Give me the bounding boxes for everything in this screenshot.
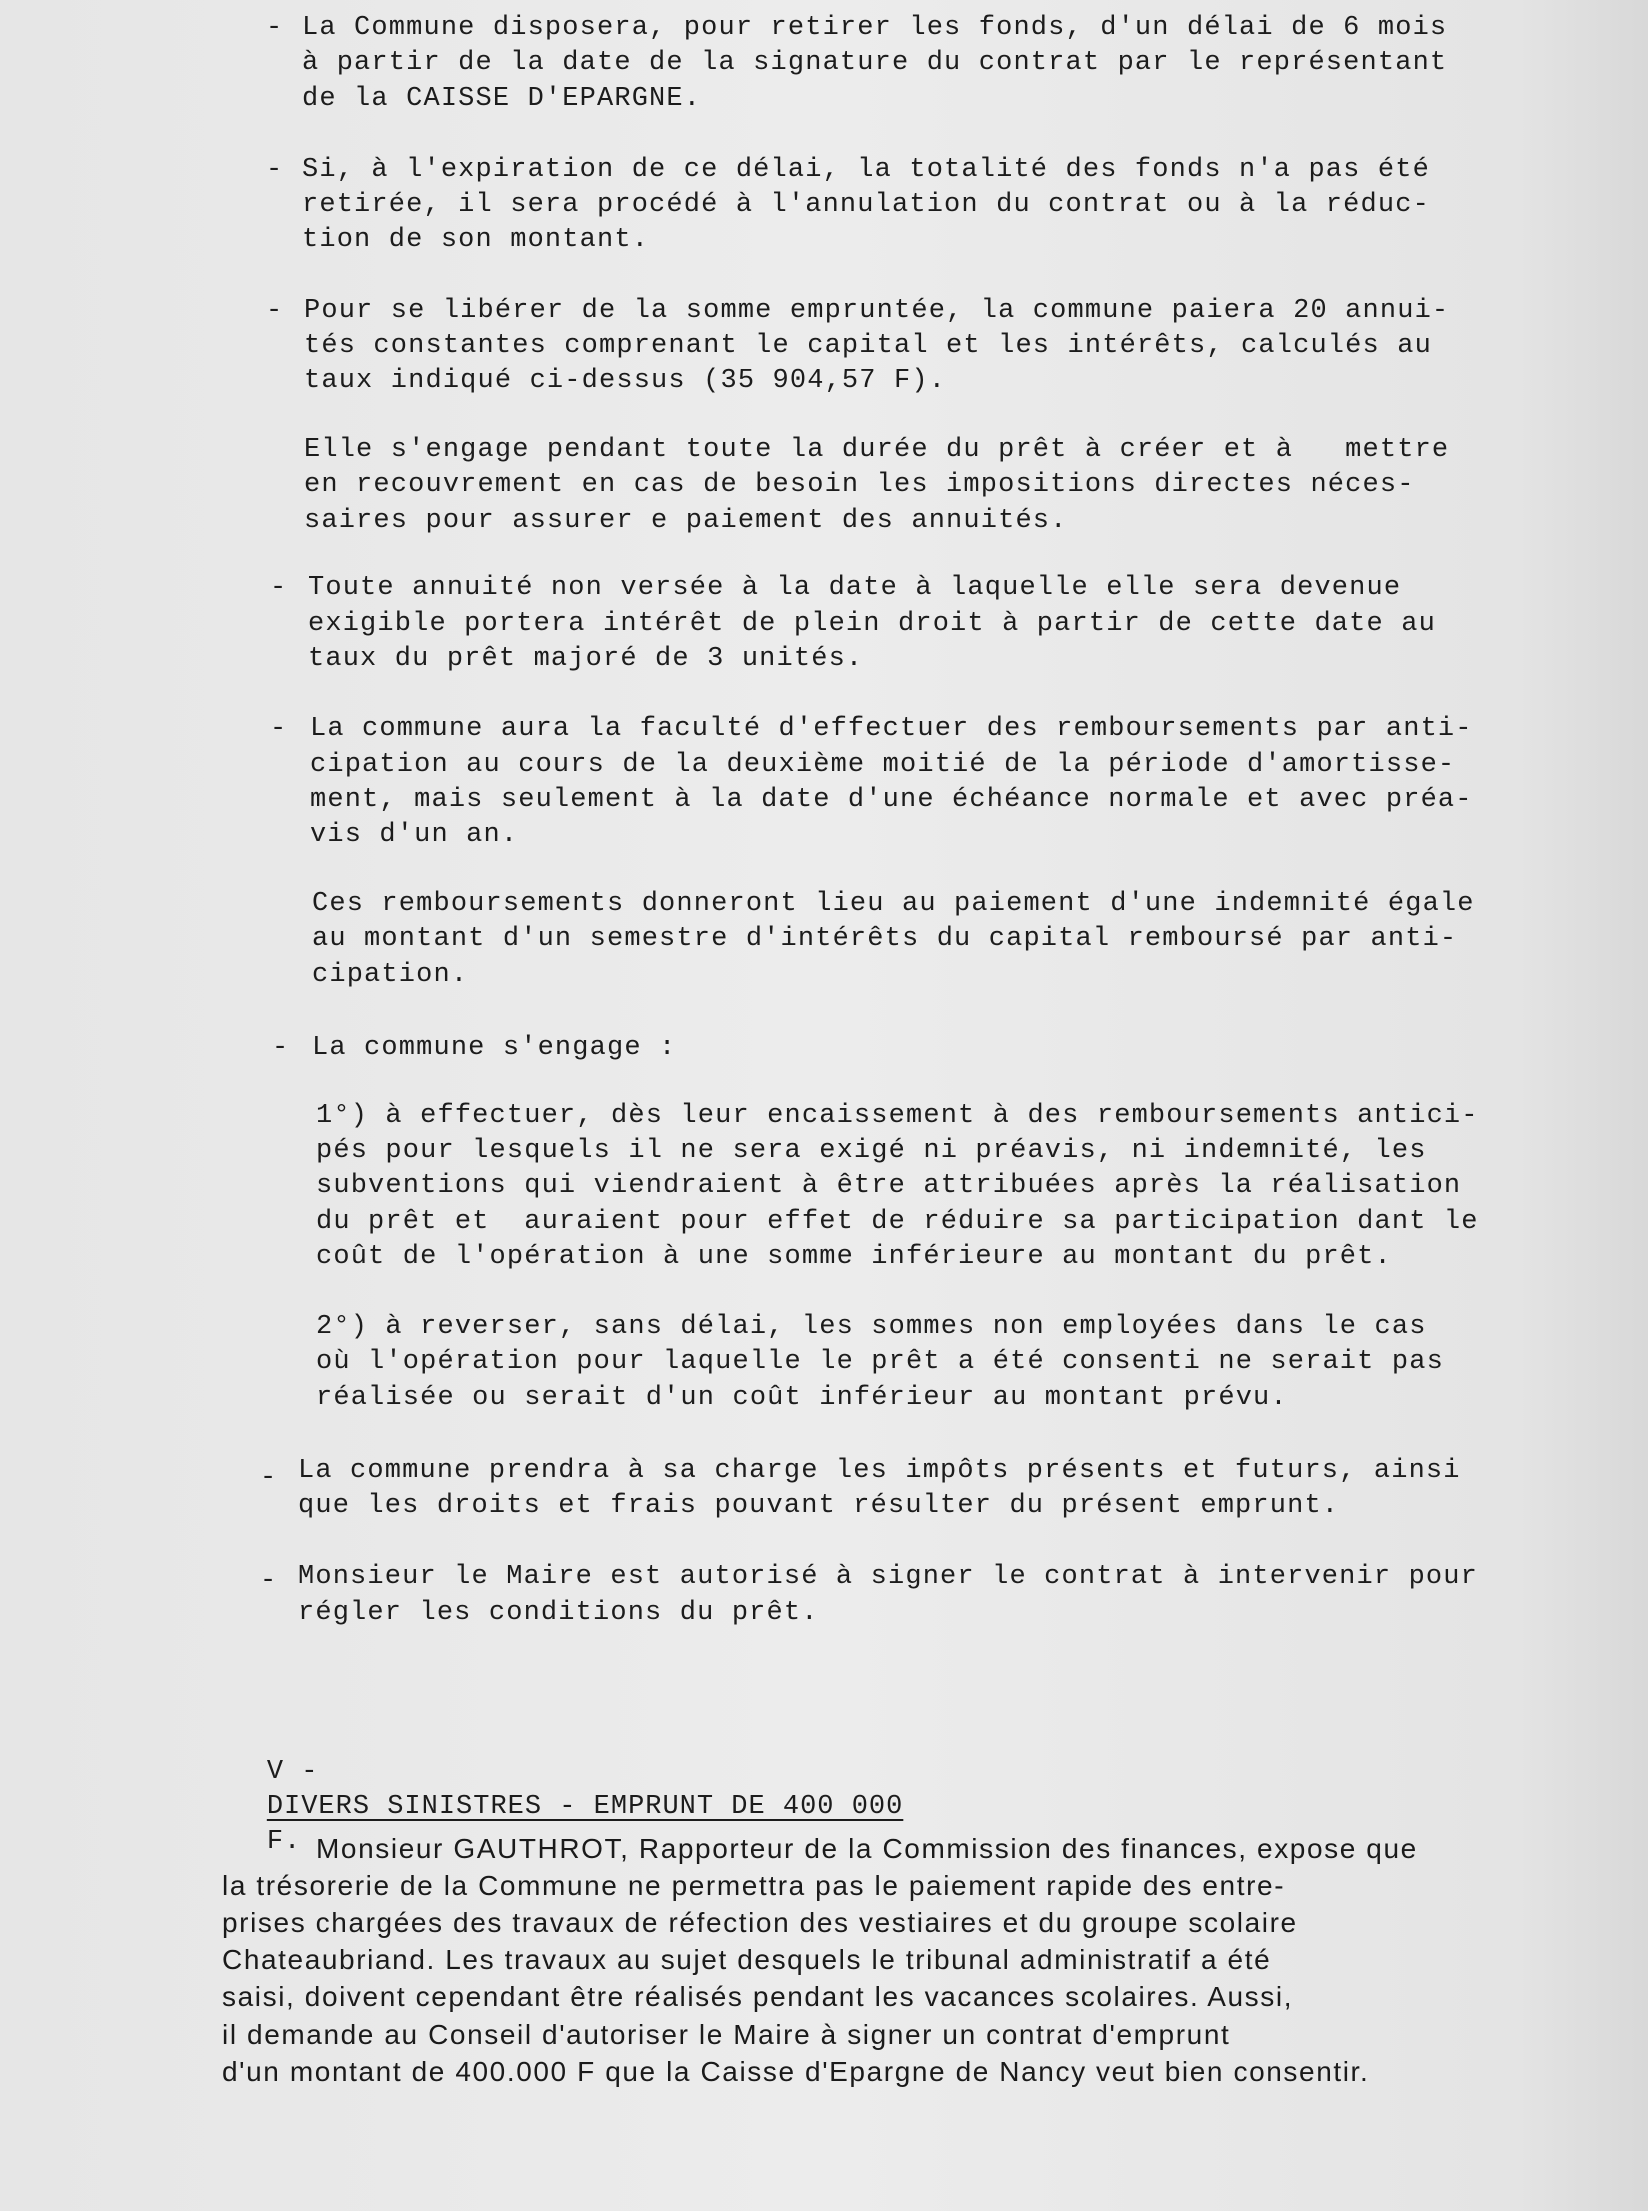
text-line: à partir de la date de la signature du contrat par le représentant bbox=[302, 48, 1448, 78]
text-line: La Commune disposera, pour retirer les fonds, d'un délai de 6 mois bbox=[302, 13, 1448, 43]
text-line: pés pour lesquels il ne sera exigé ni préavis, ni indemnité, les bbox=[316, 1136, 1427, 1166]
text-line: Monsieur le Maire est autorisé à signer le contrat à intervenir pour bbox=[298, 1562, 1478, 1592]
paragraph-line: Monsieur GAUTHROT, Rapporteur de la Commission des finances, expose que bbox=[316, 1833, 1418, 1864]
bullet-dash: - bbox=[270, 573, 287, 603]
text-line: La commune prendra à sa charge les impôts présents et futurs, ainsi bbox=[298, 1456, 1461, 1486]
text-line: en recouvrement en cas de besoin les impositions directes néces- bbox=[304, 470, 1415, 500]
paragraph-line: saisi, doivent cependant être réalisés pendant les vacances scolaires. Aussi, bbox=[222, 1981, 1294, 2012]
text-line: vis d'un an. bbox=[310, 820, 519, 850]
text-line: Si, à l'expiration de ce délai, la totalité des fonds n'a pas été bbox=[302, 155, 1430, 185]
paragraph-line: Chateaubriand. Les travaux au sujet desquels le tribunal administratif a été bbox=[222, 1944, 1272, 1975]
text-line: tion de son montant. bbox=[302, 225, 650, 255]
section-title: DIVERS SINISTRES - EMPRUNT DE 400 000 bbox=[266, 1792, 904, 1822]
bullet-dash: - bbox=[260, 1566, 277, 1596]
text-line: exigible portera intérêt de plein droit à partir de cette date au bbox=[308, 609, 1436, 639]
text-line: 1°) à effectuer, dès leur encaissement à des remboursements antici- bbox=[316, 1101, 1479, 1131]
text-line: 2°) à reverser, sans délai, les sommes non employées dans le cas bbox=[316, 1312, 1427, 1342]
text-line: régler les conditions du prêt. bbox=[298, 1598, 819, 1628]
text-line: où l'opération pour laquelle le prêt a été consenti ne serait pas bbox=[316, 1347, 1444, 1377]
text-line: que les droits et frais pouvant résulter du présent emprunt. bbox=[298, 1491, 1340, 1521]
text-line: taux indiqué ci-dessus (35 904,57 F). bbox=[304, 366, 947, 396]
text-line: retirée, il sera procédé à l'annulation du contrat ou à la réduc- bbox=[302, 190, 1430, 220]
text-line: cipation. bbox=[312, 960, 469, 990]
text-line: La commune s'engage : bbox=[312, 1033, 677, 1063]
bullet-dash: - bbox=[266, 296, 283, 326]
paragraph-line: d'un montant de 400.000 F que la Caisse d'Epargne de Nancy veut bien consentir. bbox=[222, 2056, 1370, 2087]
paragraph-line: la trésorerie de la Commune ne permettra pas le paiement rapide des entre- bbox=[222, 1870, 1286, 1901]
section-suffix: F. bbox=[266, 1827, 302, 1857]
bullet-dash: - bbox=[272, 1033, 289, 1063]
text-line: ment, mais seulement à la date d'une échéance normale et avec préa- bbox=[310, 785, 1473, 815]
text-line: du prêt et auraient pour effet de réduire sa participation dant le bbox=[316, 1207, 1479, 1237]
text-line: de la CAISSE D'EPARGNE. bbox=[302, 84, 702, 114]
text-line: Toute annuité non versée à la date à laquelle elle sera devenue bbox=[308, 573, 1402, 603]
text-line: La commune aura la faculté d'effectuer des remboursements par anti- bbox=[310, 714, 1473, 744]
text-line: taux du prêt majoré de 3 unités. bbox=[308, 644, 864, 674]
text-line: saires pour assurer e paiement des annuités. bbox=[304, 506, 1068, 536]
bullet-dash: - bbox=[270, 714, 287, 744]
text-line: Ces remboursements donneront lieu au paiement d'une indemnité égale bbox=[312, 889, 1475, 919]
text-line: réalisée ou serait d'un coût inférieur au montant prévu. bbox=[316, 1383, 1288, 1413]
text-line: tés constantes comprenant le capital et les intérêts, calculés au bbox=[304, 331, 1432, 361]
bullet-dash: - bbox=[266, 155, 283, 185]
text-line: coût de l'opération à une somme inférieure au montant du prêt. bbox=[316, 1242, 1392, 1272]
text-line: cipation au cours de la deuxième moitié de la période d'amortisse- bbox=[310, 750, 1456, 780]
paragraph-line: il demande au Conseil d'autoriser le Maire à signer un contrat d'emprunt bbox=[222, 2019, 1231, 2050]
text-line: au montant d'un semestre d'intérêts du capital remboursé par anti- bbox=[312, 924, 1458, 954]
text-line: Pour se libérer de la somme empruntée, la commune paiera 20 annui- bbox=[304, 296, 1450, 326]
text-line: subventions qui viendraient à être attribuées après la réalisation bbox=[316, 1171, 1462, 1201]
bullet-dash: - bbox=[260, 1463, 277, 1493]
text-line: Elle s'engage pendant toute la durée du prêt à créer et à mettre bbox=[304, 435, 1450, 465]
section-number: V - bbox=[266, 1757, 319, 1787]
paragraph-line: prises chargées des travaux de réfection des vestiaires et du groupe scolaire bbox=[222, 1907, 1298, 1938]
bullet-dash: - bbox=[266, 13, 283, 43]
